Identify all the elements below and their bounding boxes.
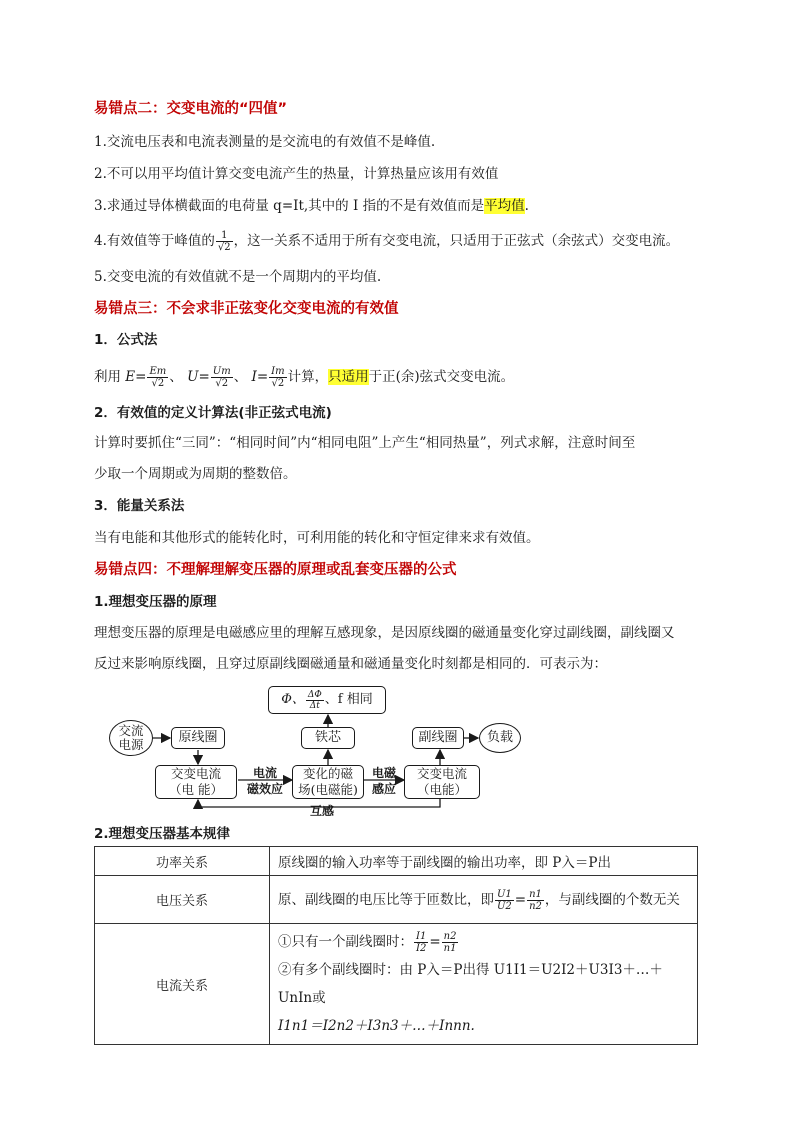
s3-p2-line1: 计算时要抓住“三同”：“相同时间”内“相同电阻”上产生“相同热量”，列式求解，注意时间至 xyxy=(94,435,636,451)
voltage-text-post: ，与副线圈的个数无关 xyxy=(544,891,680,908)
label1-line2: 磁效应 xyxy=(246,782,283,796)
same-rest: 、f 相同 xyxy=(324,692,373,707)
frac-num: 1 xyxy=(216,230,233,242)
i-label: I= xyxy=(251,369,269,385)
label-em-induction xyxy=(364,766,404,796)
field-line2: 场(电磁能) xyxy=(298,782,358,797)
source-line1: 交流 xyxy=(118,723,144,738)
s2-item-1: 1.交流电压表和电流表测量的是交流电的有效值不是峰值. xyxy=(94,134,436,150)
s3-p2-line2: 少取一个周期或为周期的整数倍。 xyxy=(94,466,297,482)
frac-den: √2 xyxy=(217,242,231,253)
section-4-title: 易错点四：不理解理解变压器的原理或乱套变压器的公式 xyxy=(94,562,457,578)
current-line-1 xyxy=(278,928,689,956)
label2-line2: 感应 xyxy=(371,782,396,796)
primary-coil-box: 原线圈 xyxy=(171,727,225,749)
sep-1: 、 xyxy=(169,369,183,385)
s2-item-5: 5.交变电流的有效值就不是一个周期内的平均值. xyxy=(94,269,382,285)
iron-core-box: 铁芯 xyxy=(301,727,355,749)
highlight-average: 平均值 xyxy=(484,198,525,214)
i1-i2-frac xyxy=(414,931,428,954)
current-line-3: I1n1＝I2n2＋I3n3＋…＋Innn. xyxy=(278,1018,475,1034)
s4-p1-line2: 反过来影响原线圈，且穿过原副线圈磁通量和磁通量变化时刻都是相同的．可表示为： xyxy=(94,656,607,672)
field-line1: 变化的磁 xyxy=(302,766,353,781)
voltage-eq: = xyxy=(514,891,527,908)
ac-source-node xyxy=(109,720,153,756)
s4-heading-1: 1.理想变压器的原理 xyxy=(94,594,217,610)
u-label: U= xyxy=(187,369,210,385)
u1-u2-frac xyxy=(495,889,514,912)
row-value-voltage xyxy=(270,876,698,924)
u1: U1 xyxy=(497,888,512,900)
dphi: ΔΦ xyxy=(307,689,322,700)
s2-item-3-end: . xyxy=(524,198,529,214)
ac-out-box xyxy=(404,765,480,799)
e-num: Em xyxy=(149,366,167,377)
s3-p1-end: 于正(余)弦式交变电流。 xyxy=(368,369,515,385)
ac-out-line2: （电能） xyxy=(416,782,467,797)
label-current-magnetic xyxy=(240,766,290,796)
transformer-rules-table xyxy=(94,846,698,1045)
i-den: √2 xyxy=(271,378,285,389)
s3-p1-start: 利用 xyxy=(94,369,121,385)
phi-label: Φ、 xyxy=(281,692,305,707)
n1-n2-frac xyxy=(527,889,544,912)
n2-n1-frac xyxy=(442,931,459,954)
label1-line1: 电流 xyxy=(252,766,277,780)
section-3-title: 易错点三：不会求非正弦变化交变电流的有效值 xyxy=(94,301,399,317)
source-line2: 电源 xyxy=(118,737,144,752)
row-key-power: 功率关系 xyxy=(95,847,270,876)
current-eq: = xyxy=(429,934,441,950)
i2: I2 xyxy=(416,943,427,954)
ac-in-line2: （电 能） xyxy=(169,782,223,797)
s2-item-4-start: 4.有效值等于峰值的 xyxy=(94,233,215,249)
u-num: Um xyxy=(212,366,231,377)
ac-out-line1: 交变电流 xyxy=(416,766,467,781)
n1: n1 xyxy=(529,888,542,900)
row-key-voltage: 电压关系 xyxy=(95,876,270,924)
s3-p1-mid: 计算， xyxy=(287,369,329,385)
i1: I1 xyxy=(416,931,427,942)
u2: U2 xyxy=(497,900,512,912)
row-key-current: 电流关系 xyxy=(95,924,270,1045)
s4-p1-line1: 理想变压器的原理是电磁感应里的理解互感现象，是因原线圈的磁通量变化穿过副线圈，副线圈又 xyxy=(94,625,675,641)
s3-heading-3: 3．能量关系法 xyxy=(94,498,185,514)
n2-num: n2 xyxy=(443,931,457,942)
i-num: Im xyxy=(271,366,285,377)
current-line-2: ②有多个副线圈时：由 P入＝P出得 U1I1＝U2I2＋U3I3＋…＋UnIn或 xyxy=(278,962,663,1006)
load-node: 负载 xyxy=(479,723,521,753)
table-row xyxy=(95,924,698,1045)
s4-heading-2: 2.理想变压器基本规律 xyxy=(94,826,231,842)
voltage-text-pre: 原、副线圈的电压比等于匝数比，即 xyxy=(278,891,494,908)
dphi-dt-frac xyxy=(306,690,324,711)
sep-2: 、 xyxy=(233,369,248,385)
e-den: √2 xyxy=(151,378,165,389)
ac-in-line1: 交变电流 xyxy=(170,766,221,781)
s2-item-3-text: 3.求通过导体横截面的电荷量 q=It,其中的 I 指的不是有效值而是 xyxy=(94,198,485,214)
top-same-box xyxy=(268,686,386,714)
current-line1-pre: ①只有一个副线圈时： xyxy=(278,934,413,950)
label-mutual: 互感 xyxy=(309,804,334,818)
s3-p3: 当有电能和其他形式的能转化时，可利用能的转化和守恒定律来求有效值。 xyxy=(94,530,540,546)
s2-item-2: 2.不可以用平均值计算交变电流产生的热量，计算热量应该用有效值 xyxy=(94,166,499,182)
row-value-current xyxy=(270,924,698,1045)
table-row xyxy=(95,847,698,876)
row-value-power: 原线圈的输入功率等于副线圈的输出功率，即 P入＝P出 xyxy=(270,847,698,876)
n1-den: n1 xyxy=(443,943,457,954)
label2-line1: 电磁 xyxy=(371,766,396,780)
table-row xyxy=(95,876,698,924)
section-2-title: 易错点二：交变电流的“四值” xyxy=(94,101,288,117)
s3-heading-1: 1．公式法 xyxy=(94,332,158,348)
ac-in-box xyxy=(155,765,237,799)
dt: Δt xyxy=(309,700,320,711)
highlight-only-applies: 只适用 xyxy=(328,369,369,385)
n2: n2 xyxy=(529,900,542,912)
e-label: E= xyxy=(125,369,147,385)
secondary-coil-box: 副线圈 xyxy=(412,727,464,749)
u-den: √2 xyxy=(215,378,229,389)
s2-item-4-end: ，这一关系不适用于所有交变电流，只适用于正弦式（余弦式）交变电流。 xyxy=(233,233,680,249)
magnetic-field-box xyxy=(292,765,364,799)
s3-heading-2: 2．有效值的定义计算法(非正弦式电流) xyxy=(94,405,332,421)
